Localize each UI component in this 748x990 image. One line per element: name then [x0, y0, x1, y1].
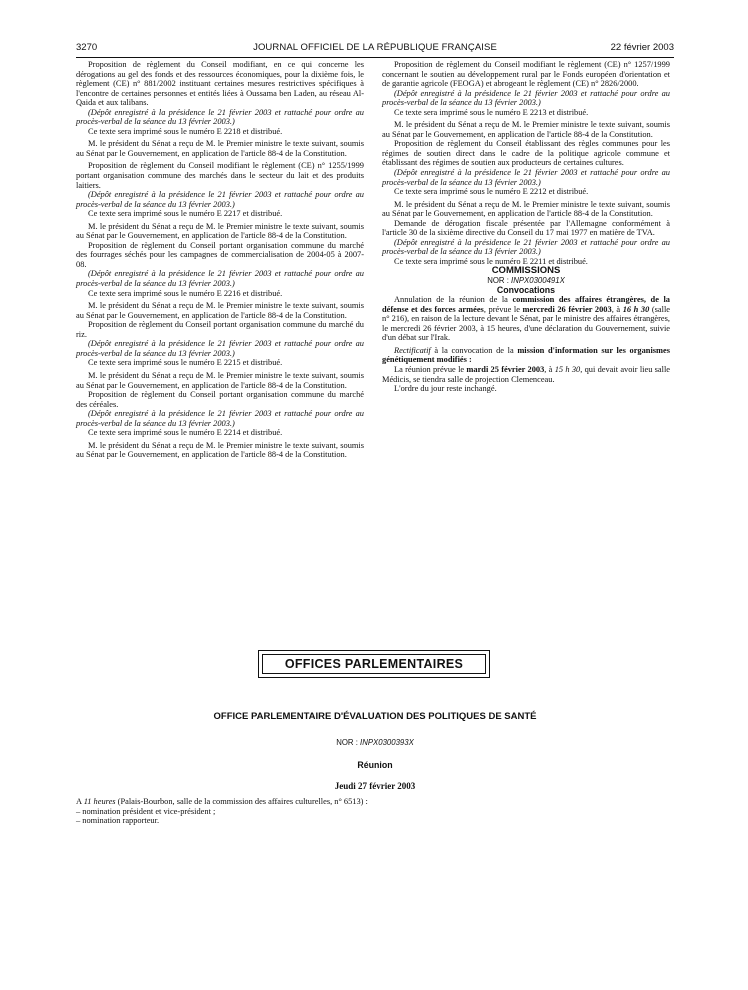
- paragraph: Ce texte sera imprimé sous le numéro E 2215 et distribué.: [88, 358, 283, 368]
- convocation-ordre-du-jour: L'ordre du jour reste inchangé.: [394, 384, 497, 394]
- deposit-note: (Dépôt enregistré à la présidence le 21 février 2003 et rattaché pour ordre au procès-verbal de la séance du 13 février 2003.): [76, 339, 364, 358]
- deposit-note: (Dépôt enregistré à la présidence le 21 février 2003 et rattaché pour ordre au procès-verbal de la séance du 13 février 2003.): [382, 237, 670, 257]
- page-header: [76, 42, 674, 56]
- nor-prefix: NOR :: [336, 738, 361, 747]
- meeting-date: mardi 25 février 2003: [466, 364, 545, 374]
- paragraph: Demande de dérogation fiscale présentée par l'Allemagne conformément à l'article 30 de la sixième directive du Conseil du 17 mai 1977 en matière de TVA.: [382, 218, 670, 238]
- paragraph: Ce texte sera imprimé sous le numéro E 2218 et distribué.: [88, 126, 283, 136]
- paragraph: Proposition de règlement du Conseil modifiant le règlement (CE) n° 1255/1999 portant organisation commune des marchés dans le secteur du lait et des produits laitiers.: [76, 161, 364, 190]
- offices-heading-box: [258, 650, 490, 678]
- deposit-note: (Dépôt enregistré à la présidence le 21 février 2003 et rattaché pour ordre au procès-verbal de la séance du 13 février 2003.): [76, 269, 364, 289]
- rectificatif-label: Rectificatif: [394, 345, 431, 355]
- paragraph: M. le président du Sénat a reçu de M. le Premier ministre le texte suivant, soumis au Sénat par le Gouvernement, en application de l'article 88-4 de la Constitution.: [382, 120, 670, 139]
- deposit-note: (Dépôt enregistré à la présidence le 21 février 2003 et rattaché pour ordre au procès-verbal de la séance du 13 février 2003.): [76, 190, 364, 209]
- nor-prefix: NOR :: [487, 276, 512, 286]
- text-run: :: [466, 355, 472, 365]
- paragraph: M. le président du Sénat a reçu de M. le Premier ministre le texte suivant, soumis au Sénat par le Gouvernement, en application de l'article 88-4 de la Constitution.: [76, 440, 364, 460]
- convocation-reunion: [382, 365, 670, 384]
- paragraph: Proposition de règlement du Conseil portant organisation commune du marché des fourrages séchés pour les campagnes de commercialisation de 2004-05 à 2007-08.: [76, 240, 364, 269]
- text-run: , qui devait avoir lieu salle Médicis, se tiendra salle de projection Clemenceau.: [382, 364, 671, 384]
- right-column: [382, 60, 670, 394]
- paragraph: Proposition de règlement du Conseil portant organisation commune du marché des céréales.: [76, 390, 364, 409]
- paragraph: Proposition de règlement du Conseil modifiant le règlement (CE) n° 1257/1999 concernant le soutien au développement rural par le Fonds européen d'orientation et de garantie agricole (FEOGA) et abrogeant le règlement (CE) n° 2826/2000.: [382, 60, 670, 89]
- office-agenda: [76, 797, 674, 826]
- commissions-heading: COMMISSIONS: [491, 265, 561, 277]
- paragraph: M. le président du Sénat a reçu de M. le Premier ministre le texte suivant, soumis au Sénat par le Gouvernement, en application de l'article 88-4 de la Constitution.: [76, 301, 364, 320]
- paragraph: Proposition de règlement du Conseil établissant des règles communes pour les régimes de soutien direct dans le cadre de la politique agricole commune et établissant des régimes de soutien aux producteurs de certaines cultures.: [382, 139, 670, 168]
- paragraph: Ce texte sera imprimé sous le numéro E 2217 et distribué.: [88, 209, 283, 219]
- paragraph: Proposition de règlement du Conseil modifiant, en ce qui concerne les dérogations au gel des fonds et des ressources économiques, pour la dixième fois, le règlement (CE) n° 881/2002 instituant certaines mesures restrictives spécifiques à l'encontre de certaines personnes et entités liées à Oussama ben Laden, au réseau Al-Qaida et aux talibans.: [76, 60, 364, 108]
- issue-date: 22 février 2003: [610, 42, 674, 53]
- office-nor: [76, 738, 674, 747]
- offices-heading: OFFICES PARLEMENTAIRES: [262, 654, 486, 674]
- committee-name: commission des affaires étrangères, de la défense et des forces armées: [382, 295, 670, 314]
- convocation-rectificatif: [382, 346, 670, 365]
- right-column-paragraphs: [382, 60, 670, 266]
- mission-name: mission d'information sur les organismes génétiquement modifiés: [382, 345, 670, 365]
- convocations-heading: Convocations: [496, 284, 556, 295]
- office-reunion-heading: Réunion: [357, 760, 393, 770]
- text-run: , à: [544, 364, 555, 374]
- agenda-item: – nomination rapporteur.: [76, 816, 160, 826]
- text-run: (salle n° 216), en raison de la lecture devant le Sénat, par le ministre des affaires étrangères, le mercredi 26 février 2003, à 15 heures, d'une déclaration du Gouvernement, suivie d'un débat sur l'Irak.: [382, 304, 671, 343]
- text-run: , à: [611, 304, 623, 314]
- deposit-note: (Dépôt enregistré à la présidence le 21 février 2003 et rattaché pour ordre au procès-verbal de la séance du 13 février 2003.): [382, 168, 670, 187]
- deposit-note: (Dépôt enregistré à la présidence le 21 février 2003 et rattaché pour ordre au procès-verbal de la séance du 13 février 2003.): [382, 88, 670, 108]
- header-rule: [76, 57, 674, 58]
- text-run: (Palais-Bourbon, salle de la commission des affaires culturelles, n° 6513) :: [115, 797, 368, 806]
- text-run: La réunion prévue le: [394, 364, 467, 374]
- text-run: A: [76, 797, 84, 806]
- paragraph: Ce texte sera imprimé sous le numéro E 2211 et distribué.: [394, 256, 588, 266]
- paragraph: Ce texte sera imprimé sous le numéro E 2214 et distribué.: [88, 428, 283, 438]
- paragraph: Ce texte sera imprimé sous le numéro E 2216 et distribué.: [88, 288, 283, 298]
- text-run: , prévue le: [483, 304, 523, 314]
- paragraph: M. le président du Sénat a reçu de M. le Premier ministre le texte suivant, soumis au Sénat par le Gouvernement, en application de l'article 88-4 de la Constitution.: [76, 370, 364, 390]
- meeting-time: 15 h 30: [554, 364, 581, 374]
- deposit-note: (Dépôt enregistré à la présidence le 21 février 2003 et rattaché pour ordre au procès-verbal de la séance du 13 février 2003.): [76, 409, 364, 428]
- office-title: OFFICE PARLEMENTAIRE D'ÉVALUATION DES POLITIQUES DE SANTÉ: [213, 711, 537, 722]
- text-run: Annulation de la réunion de la: [394, 295, 513, 305]
- left-column: [76, 60, 364, 460]
- page-number: 3270: [76, 42, 98, 53]
- nor-code: INPX0300393X: [360, 738, 414, 747]
- paragraph: Proposition de règlement du Conseil portant organisation commune du marché du riz.: [76, 320, 364, 339]
- paragraph: M. le président du Sénat a reçu de M. le Premier ministre le texte suivant, soumis au Sénat par le Gouvernement, en application de l'article 88-4 de la Constitution.: [76, 139, 364, 158]
- journal-title: JOURNAL OFFICIEL DE LA RÉPUBLIQUE FRANÇAISE: [253, 42, 497, 53]
- paragraph: M. le président du Sénat a reçu de M. le Premier ministre le texte suivant, soumis au Sénat par le Gouvernement, en application de l'article 88-4 de la Constitution.: [382, 199, 670, 219]
- paragraph: M. le président du Sénat a reçu de M. le Premier ministre le texte suivant, soumis au Sénat par le Gouvernement, en application de l'article 88-4 de la Constitution.: [76, 221, 364, 241]
- paragraph: Ce texte sera imprimé sous le numéro E 2213 et distribué.: [394, 107, 589, 117]
- meeting-date: mercredi 26 février 2003: [522, 304, 612, 314]
- agenda-time: 11 heures: [83, 797, 116, 806]
- paragraph: Ce texte sera imprimé sous le numéro E 2212 et distribué.: [394, 187, 589, 197]
- convocation-annulation: [382, 295, 670, 343]
- text-run: à la convocation de la: [430, 345, 518, 355]
- agenda-time-line: [76, 797, 674, 807]
- office-reunion-date: Jeudi 27 février 2003: [334, 781, 416, 791]
- deposit-note: (Dépôt enregistré à la présidence le 21 février 2003 et rattaché pour ordre au procès-verbal de la séance du 13 février 2003.): [76, 107, 364, 127]
- nor-code: INPX0300491X: [511, 276, 565, 286]
- agenda-item: – nomination président et vice-président ;: [76, 806, 216, 816]
- meeting-time: 16 h 30: [622, 304, 650, 314]
